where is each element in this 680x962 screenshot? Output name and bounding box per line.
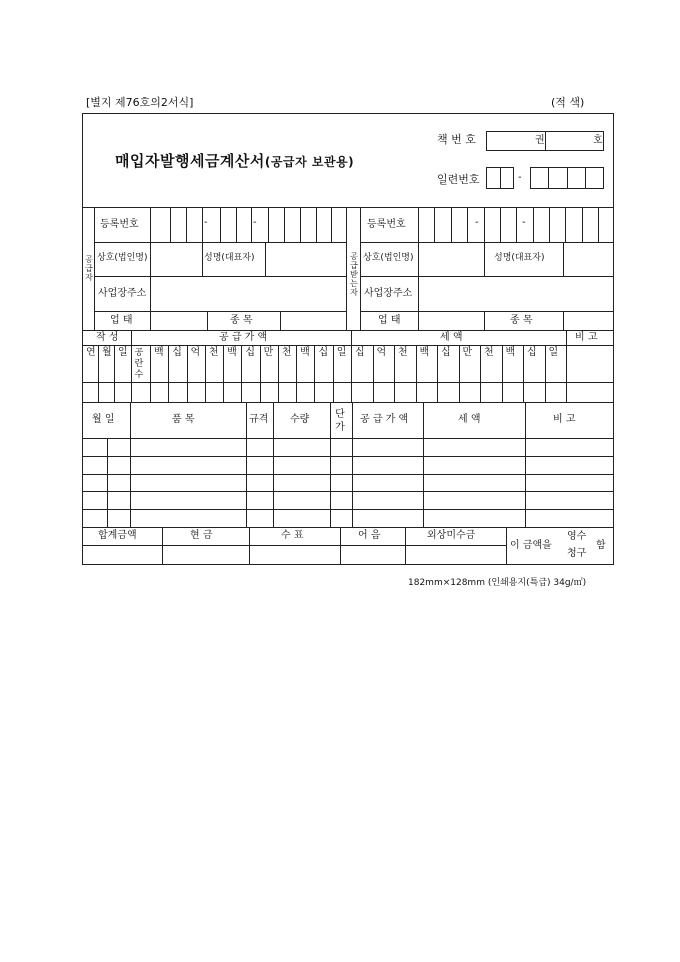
credit-label: 외상미수금 — [427, 530, 476, 541]
items-spec-header: 규격 — [249, 414, 269, 425]
supply-digit-label: 천 — [281, 347, 292, 358]
claim-label: 청구 — [567, 548, 587, 559]
title-subtitle: (공급자 보관용) — [264, 155, 355, 169]
supply-value-header: 공 급 가 액 — [219, 332, 268, 343]
supply-digit-label: 십 — [245, 347, 256, 358]
buyer-reg-no-label: 등록번호 — [367, 219, 406, 230]
supply-digit-label: 억 — [190, 347, 201, 358]
buyer-company-label: 상호(법인명) — [363, 253, 414, 263]
items-tax-header: 세 액 — [458, 414, 481, 425]
tax-digit-label: 만 — [462, 347, 473, 358]
buyer-address-label: 사업장주소 — [364, 288, 413, 299]
tax-digit-label: 일 — [548, 347, 559, 358]
tax-digit-label: 백 — [505, 347, 516, 358]
supply-digit-label: 일 — [336, 347, 347, 358]
supplier-reg-dash-2: - — [253, 217, 257, 228]
items-unit-price-header: 단가 — [335, 409, 345, 433]
table-row — [82, 456, 614, 457]
supplier-reg-dash-1: - — [204, 217, 208, 228]
supply-digit-label: 백 — [227, 347, 237, 358]
supply-digit-label: 백 — [300, 347, 310, 358]
tax-digit-label: 천 — [484, 347, 494, 358]
table-row — [82, 509, 614, 510]
blank-count-label: 공란수 — [134, 348, 144, 380]
buyer-reg-dash-2: - — [522, 217, 526, 228]
table-row — [82, 474, 614, 475]
tax-digit-label: 백 — [419, 347, 430, 358]
supply-digit-label: 십 — [172, 347, 182, 358]
items-supply-value-header: 공 급 가 액 — [360, 414, 409, 425]
written-label: 작 성 — [96, 332, 119, 343]
claim-suffix-label: 함 — [596, 540, 606, 551]
date-col-label: 일 — [118, 347, 128, 358]
buyer-reg-dash-1: - — [475, 217, 479, 228]
supplier-side-label: 공급자 — [85, 255, 93, 282]
tax-digit-label: 천 — [398, 347, 408, 358]
receipt-label: 영수 — [567, 531, 587, 542]
supplier-address-label: 사업장주소 — [98, 288, 147, 299]
buyer-rep-label: 성명(대표자) — [494, 253, 545, 263]
buyer-business-type-label: 업 태 — [378, 315, 401, 326]
supplier-business-type-label: 업 태 — [110, 315, 133, 326]
volume-label: 권 — [535, 135, 545, 146]
claim-prefix-label: 이 금액을 — [510, 540, 552, 551]
buyer-side-label: 공급받는자 — [350, 252, 358, 297]
serial-number-label: 일련번호 — [437, 173, 480, 186]
supply-digit-label: 십 — [318, 347, 329, 358]
date-col-label: 연 — [86, 347, 96, 358]
buyer-item-label: 종 목 — [510, 315, 533, 326]
tax-digit-label: 십 — [355, 347, 365, 358]
supply-digit-label: 만 — [263, 347, 274, 358]
total-amount-label: 합계금액 — [98, 530, 137, 541]
supplier-item-label: 종 목 — [230, 315, 253, 326]
book-number-label: 책 번 호 — [437, 133, 476, 146]
note-label: 어 음 — [358, 530, 381, 541]
number-label: 호 — [593, 135, 603, 146]
supplier-company-label: 상호(법인명) — [97, 253, 148, 263]
color-label: (적 색) — [551, 96, 585, 109]
supply-digit-label: 백 — [154, 347, 164, 358]
supply-digit-label: 천 — [208, 347, 219, 358]
form-number-label: [별지 제76호의2서식] — [86, 96, 194, 109]
tax-header: 세 액 — [440, 332, 463, 343]
tax-digit-label: 십 — [527, 347, 537, 358]
cash-label: 현 금 — [190, 530, 213, 541]
items-remarks-header: 비 고 — [553, 414, 576, 425]
items-qty-header: 수량 — [290, 414, 310, 425]
remarks-header: 비 고 — [575, 332, 598, 343]
table-row — [82, 491, 614, 492]
tax-digit-label: 십 — [441, 347, 451, 358]
tax-digit-label: 억 — [376, 347, 387, 358]
page-title: 매입자발행세금계산서(공급자 보관용) — [115, 152, 355, 170]
serial-dash: - — [518, 172, 522, 183]
supplier-rep-label: 성명(대표자) — [204, 253, 255, 263]
date-col-label: 월 — [102, 347, 112, 358]
check-label: 수 표 — [281, 530, 304, 541]
items-month-day-header: 월 일 — [92, 414, 115, 425]
paper-spec-footer: 182mm×128mm (인쇄용지(특급) 34g/㎡) — [408, 578, 587, 588]
items-item-header: 품 목 — [172, 414, 195, 425]
supplier-reg-no-label: 등록번호 — [100, 219, 139, 230]
